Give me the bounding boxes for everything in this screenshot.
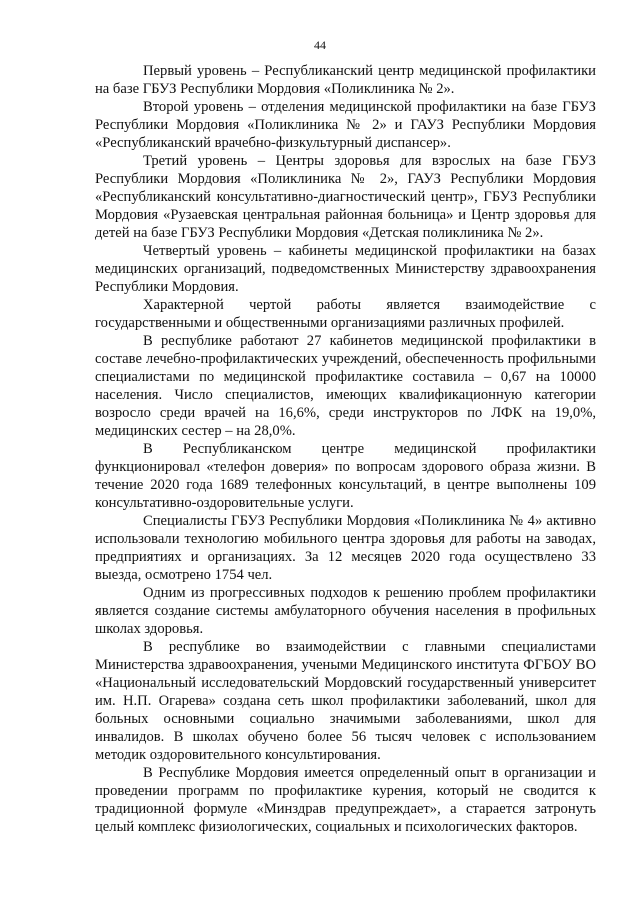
page-number: 44 [314, 38, 326, 52]
paragraph-school-network: В республике во взаимодействии с главными специалистами Министерства здравоохранения, учеными Медицинского института ФГБОУ ВО «Национальный исследовательский Мордовский государственный университет им. Н.П. Огарева» создана сеть школ профилактики заболеваний, школ для больных основными социально значимыми заболеваниями, школ для инвалидов. В школах обучено более 56 тысяч человек с использованием методик оздоровительного консультирования. [95, 639, 596, 763]
paragraph-smoking-programs: В Республике Мордовия имеется определенный опыт в организации и проведении программ по профилактике курения, который не сводится к традиционной формуле «Минздрав предупреждает», а старается затронуть целый комплекс физиологических, социальных и психологических факторов. [95, 765, 596, 835]
paragraph-mobile-center: Специалисты ГБУЗ Республики Мордовия «Поликлиника № 4» активно использовали технологию мобильного центра здоровья для работы на заводах, предприятиях и организациях. За 12 месяцев 2020 года осуществлено 33 выезда, осмотрено 1754 чел. [95, 513, 596, 583]
paragraph-level-two: Второй уровень – отделения медицинской профилактики на базе ГБУЗ Республики Мордовия «Поликлиника № 2» и ГАУЗ Республики Мордовия «Республиканский врачебно-физкультурный диспансер». [95, 99, 596, 151]
paragraph-level-one: Первый уровень – Республиканский центр медицинской профилактики на базе ГБУЗ Республики Мордовия «Поликлиника № 2». [95, 63, 596, 97]
paragraph-level-three: Третий уровень – Центры здоровья для взрослых на базе ГБУЗ Республики Мордовия «Поликлиника № 2», ГАУЗ Республики Мордовия «Республиканский консультативно-диагностический центр», ГБУЗ Республики Мордовия «Рузаевская центральная районная больница» и Центр здоровья для детей на базе ГБУЗ Республики Мордовия «Детская поликлиника № 2». [95, 153, 596, 241]
paragraph-hotline: В Республиканском центре медицинской профилактики функционировал «телефон доверия» по вопросам здорового образа жизни. В течение 2020 года 1689 телефонных консультаций, в центре выполнены 109 консультативно-оздоровительные услуги. [95, 441, 596, 511]
paragraph-health-schools: Одним из прогрессивных подходов к решению проблем профилактики является создание системы амбулаторного обучения населения в профильных школах здоровья. [95, 585, 596, 637]
paragraph-level-four: Четвертый уровень – кабинеты медицинской профилактики на базах медицинских организаций, подведомственных Министерству здравоохранения Республики Мордовия. [95, 243, 596, 295]
document-body [95, 62, 596, 836]
paragraph-interaction: Характерной чертой работы является взаимодействие с государственными и общественными организациями различных профилей. [95, 297, 596, 331]
paragraph-cabinets: В республике работают 27 кабинетов медицинской профилактики в составе лечебно-профилактических учреждений, обеспеченность профильными специалистами по медицинской профилактике составила – 0,67 на 10000 населения. Число специалистов, имеющих квалификационную категории возросло среди врачей на 16,6%, среди инструкторов по ЛФК на 19,0%, медицинских сестер – на 28,0%. [95, 333, 596, 439]
